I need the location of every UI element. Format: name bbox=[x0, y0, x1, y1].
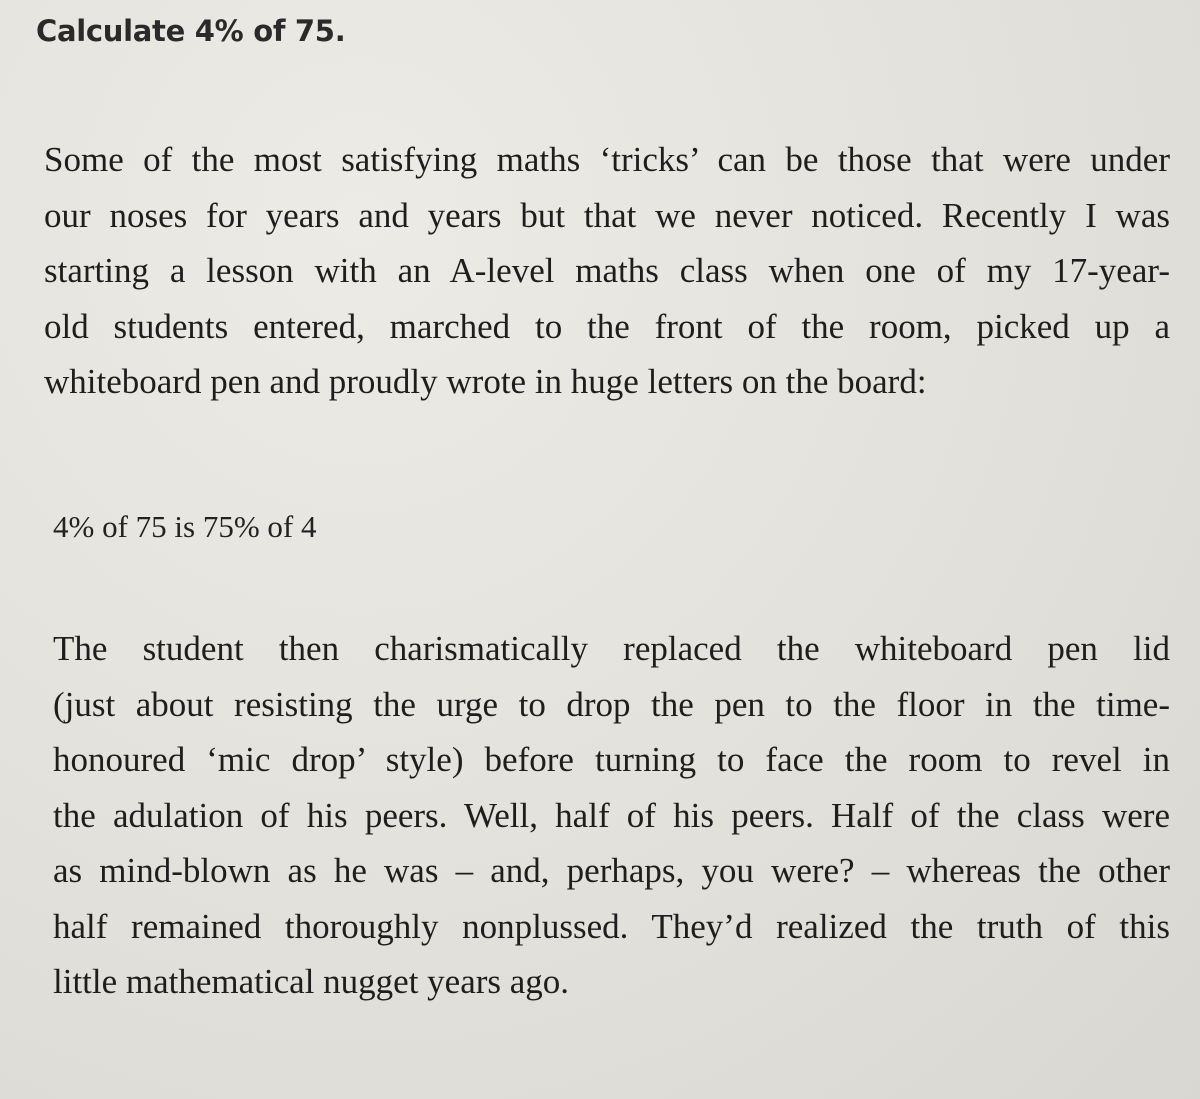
paragraph-line: half remained thoroughly nonplussed. They’d realized the truth of this bbox=[53, 906, 1170, 946]
intro-paragraph bbox=[44, 132, 1170, 410]
paragraph-line: The student then charismatically replaced the whiteboard pen lid bbox=[53, 629, 1170, 668]
paragraph-line: little mathematical nugget years ago. bbox=[53, 962, 570, 1001]
paragraph-line: old students entered, marched to the front of the room, picked up a bbox=[44, 306, 1170, 346]
paragraph-line: Some of the most satisfying maths ‘tricks’ can be those that were under bbox=[44, 140, 1170, 179]
paragraph-line: our noses for years and years but that we never noticed. Recently I was bbox=[44, 195, 1170, 235]
paragraph-line: the adulation of his peers. Well, half of his peers. Half of the class were bbox=[53, 795, 1170, 835]
paragraph-line: honoured ‘mic drop’ style) before turning to face the room to revel in bbox=[53, 740, 1170, 779]
story-paragraph bbox=[53, 621, 1170, 1010]
paragraph-line: whiteboard pen and proudly wrote in huge letters on the board: bbox=[44, 362, 927, 401]
paragraph-line: as mind-blown as he was – and, perhaps, you were? – whereas the other bbox=[53, 851, 1170, 890]
board-statement: 4% of 75 is 75% of 4 bbox=[53, 509, 317, 544]
paragraph-line: starting a lesson with an A-level maths class when one of my 17-year- bbox=[44, 251, 1170, 290]
problem-heading: Calculate 4% of 75. bbox=[36, 14, 346, 48]
paragraph-line: (just about resisting the urge to drop the pen to the floor in the time- bbox=[53, 684, 1170, 724]
